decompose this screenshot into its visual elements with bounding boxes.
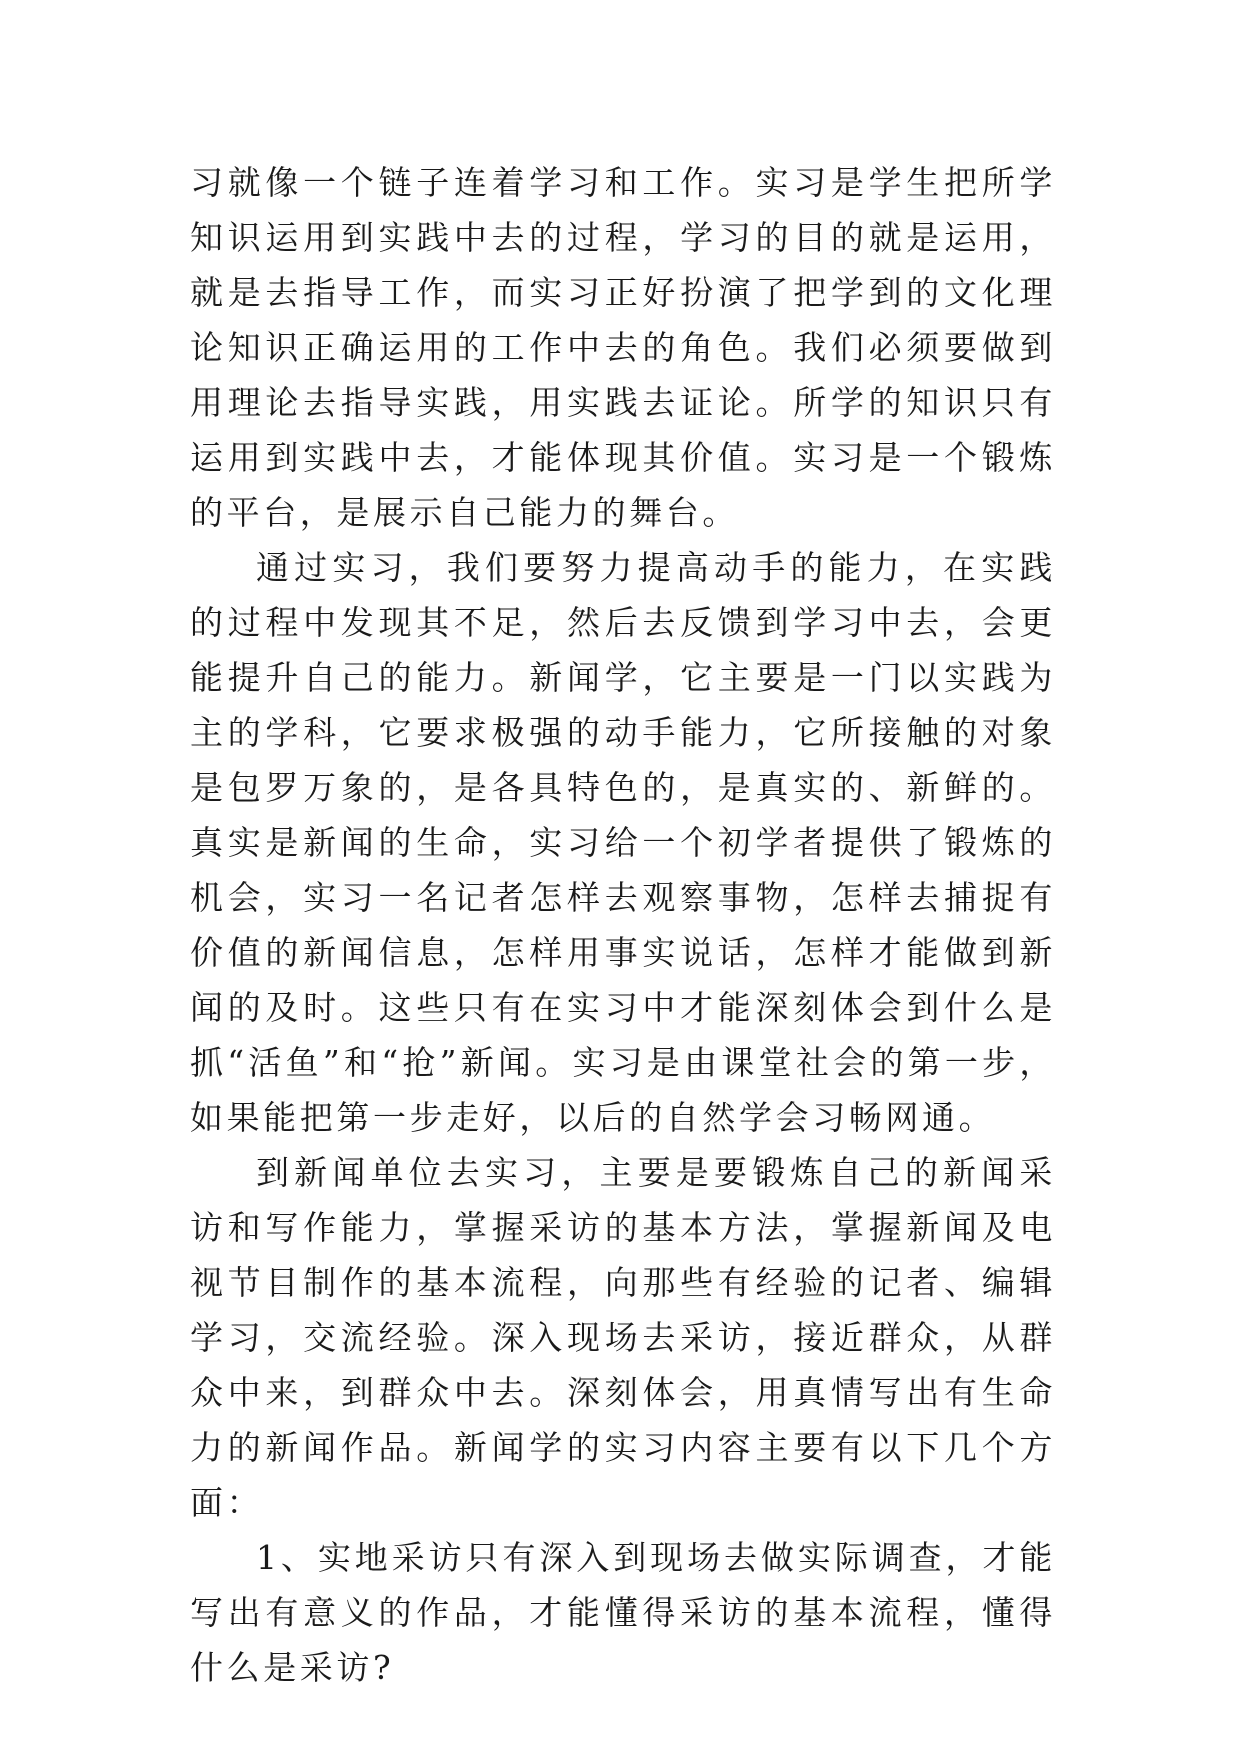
- paragraph-item-1-field-interview: 1、实地采访只有深入到现场去做实际调查，才能写出有意义的作品，才能懂得采访的基本流程，懂得什么是采访?: [190, 1538, 1056, 1687]
- document-body: [190, 155, 1056, 1695]
- paragraph-news-unit-internship: 到新闻单位去实习，主要是要锻炼自己的新闻采访和写作能力，掌握采访的基本方法，掌握新闻及电视节目制作的基本流程，向那些有经验的记者、编辑学习，交流经验。深入现场去采访，接近群众，从群众中来，到群众中去。深刻体会，用真情写出有生命力的新闻作品。新闻学的实习内容主要有以下几个方面：: [190, 1153, 1056, 1522]
- paragraph-practice-ability: 通过实习，我们要努力提高动手的能力，在实践的过程中发现其不足，然后去反馈到学习中去，会更能提升自己的能力。新闻学，它主要是一门以实践为主的学科，它要求极强的动手能力，它所接触的对象是包罗万象的，是各具特色的，是真实的、新鲜的。真实是新闻的生命，实习给一个初学者提供了锻炼的机会，实习一名记者怎样去观察事物，怎样去捕捉有价值的新闻信息，怎样用事实说话，怎样才能做到新闻的及时。这些只有在实习中才能深刻体会到什么是抓“活鱼”和“抢”新闻。实习是由课堂社会的第一步，如果能把第一步走好，以后的自然学会习畅网通。: [190, 548, 1056, 1137]
- paragraph-continuation: 习就像一个链子连着学习和工作。实习是学生把所学知识运用到实践中去的过程，学习的目的就是运用，就是去指导工作，而实习正好扮演了把学到的文化理论知识正确运用的工作中去的角色。我们必须要做到用理论去指导实践，用实践去证论。所学的知识只有运用到实践中去，才能体现其价值。实习是一个锻炼的平台，是展示自己能力的舞台。: [190, 163, 1056, 532]
